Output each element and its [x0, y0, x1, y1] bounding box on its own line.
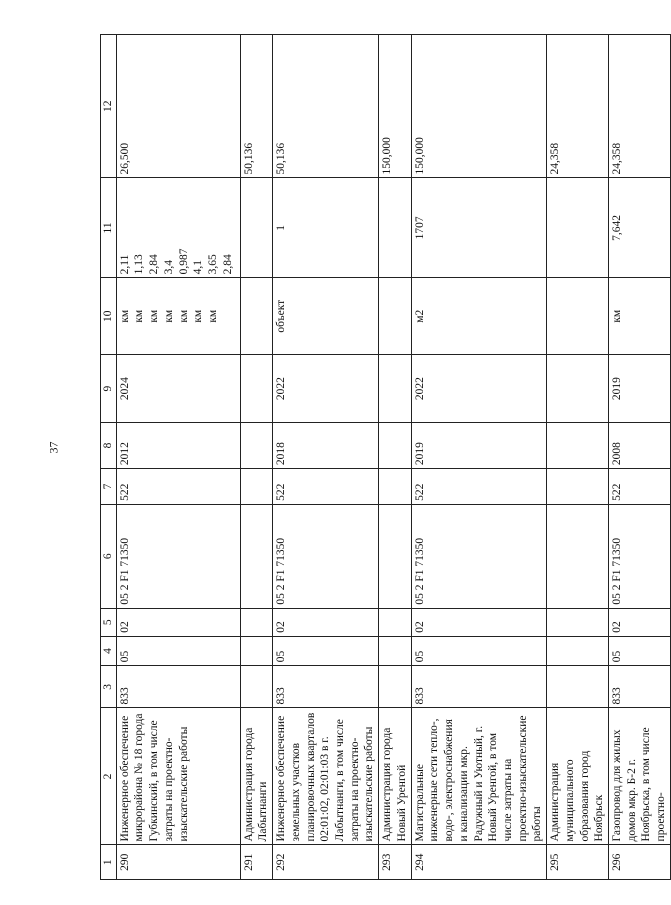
amount: 150,000 [411, 35, 546, 178]
capacity: 1707 [411, 178, 546, 278]
end-year: 2022 [411, 355, 546, 423]
column-header: 7 [101, 469, 117, 505]
column-header: 11 [101, 178, 117, 278]
rotated-table-container [100, 34, 668, 880]
unit: объект [273, 278, 379, 355]
column-header: 9 [101, 355, 117, 423]
capacity: 7,642 [608, 178, 670, 278]
budget-table [100, 34, 671, 880]
ministry-code: 833 [116, 666, 240, 708]
ministry-code: 833 [273, 666, 379, 708]
start-year: 2008 [608, 422, 670, 468]
expense-code: 522 [608, 469, 670, 505]
target-code: 05 2 F1 71350 [411, 504, 546, 608]
item-name: Магистральные инженерные сети тепло-, водо-, электроснабжения и канализации мкр. Радужный и Уютный, г. Новый Уренгой, в том числе затраты на проектно-изыскательские работы [411, 708, 546, 845]
column-header: 8 [101, 422, 117, 468]
ministry-code: 833 [608, 666, 670, 708]
row-number: 296 [608, 845, 670, 880]
amount: 150,000 [379, 35, 411, 178]
subsection-code: 02 [411, 608, 546, 636]
expense-code: 522 [273, 469, 379, 505]
amount: 26,500 [116, 35, 240, 178]
item-name: Инженерное обеспечение земельных участков планировочных кварталов 02:01:02, 02:01:03 в г. Лабытнанги, в том числе затраты на проектно-изыскательские работы [273, 708, 379, 845]
amount: 24,358 [608, 35, 670, 178]
section-code: 05 [411, 636, 546, 665]
row-number: 290 [116, 845, 240, 880]
row-number: 295 [547, 845, 609, 880]
row-number: 291 [240, 845, 272, 880]
target-code: 05 2 F1 71350 [273, 504, 379, 608]
item-name: Администрация города Лабытнанги [240, 708, 272, 845]
amount: 24,358 [547, 35, 609, 178]
table-row [608, 35, 670, 880]
row-number: 292 [273, 845, 379, 880]
amount: 50,136 [273, 35, 379, 178]
target-code: 05 2 F1 71350 [116, 504, 240, 608]
end-year: 2022 [273, 355, 379, 423]
row-number: 294 [411, 845, 546, 880]
unit: км [608, 278, 670, 355]
start-year: 2018 [273, 422, 379, 468]
table-row [273, 35, 379, 880]
end-year: 2024 [116, 355, 240, 423]
expense-code: 522 [411, 469, 546, 505]
section-code: 05 [273, 636, 379, 665]
section-code: 05 [608, 636, 670, 665]
capacity: 2,11 1,13 2,84 3,4 0,987 4,1 3,65 2,84 [116, 178, 240, 278]
target-code: 05 2 F1 71350 [608, 504, 670, 608]
column-header: 5 [101, 608, 117, 636]
page-number: 37 [46, 441, 61, 454]
column-header: 4 [101, 636, 117, 665]
expense-code: 522 [116, 469, 240, 505]
table-row [379, 35, 411, 880]
table-row [547, 35, 609, 880]
ministry-code: 833 [411, 666, 546, 708]
capacity: 1 [273, 178, 379, 278]
item-name: Инженерное обеспечение микрорайона № 18 города Губкинский, в том числе затраты на проектно-изыскательские работы [116, 708, 240, 845]
item-name: Газопровод для жилых домов мкр. Б-2 г. Ноябрьска, в том числе проектно- [608, 708, 670, 845]
table-row [116, 35, 240, 880]
end-year: 2019 [608, 355, 670, 423]
unit: км км км км км км км [116, 278, 240, 355]
column-header: 10 [101, 278, 117, 355]
item-name: Администрация муниципального образования город Ноябрьск [547, 708, 609, 845]
table-row [411, 35, 546, 880]
item-name: Администрация города Новый Уренгой [379, 708, 411, 845]
column-header: 2 [101, 708, 117, 845]
column-header: 12 [101, 35, 117, 178]
section-code: 05 [116, 636, 240, 665]
start-year: 2019 [411, 422, 546, 468]
column-header: 1 [101, 845, 117, 880]
column-header: 6 [101, 504, 117, 608]
table-row [240, 35, 272, 880]
subsection-code: 02 [273, 608, 379, 636]
column-header: 3 [101, 666, 117, 708]
header-row [101, 35, 117, 880]
subsection-code: 02 [608, 608, 670, 636]
row-number: 293 [379, 845, 411, 880]
start-year: 2012 [116, 422, 240, 468]
unit: м2 [411, 278, 546, 355]
amount: 50,136 [240, 35, 272, 178]
subsection-code: 02 [116, 608, 240, 636]
